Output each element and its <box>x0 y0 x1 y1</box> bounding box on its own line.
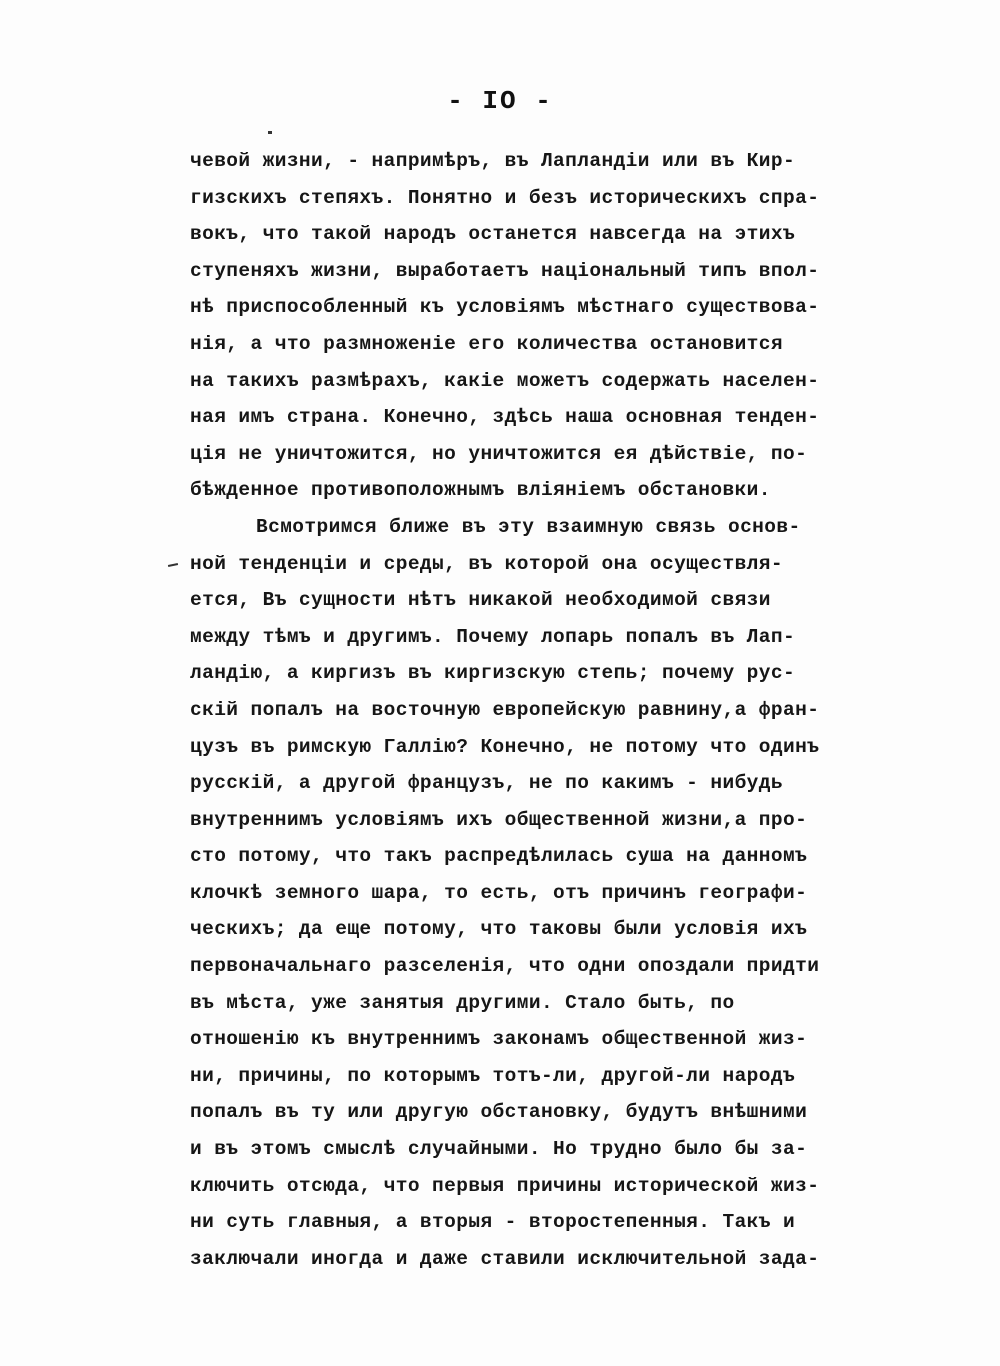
text-line: ческихъ; да еще потому, что таковы были условія ихъ <box>190 918 808 941</box>
text-line: ключить отсюда, что первыя причины исторической жиз- <box>190 1174 820 1197</box>
text-line: ется, Въ сущности нѣтъ никакой необходимой связи <box>190 589 771 612</box>
text-line: отношенію къ внутреннимъ законамъ общественной жиз- <box>190 1028 808 1051</box>
text-line: между тѣмъ и другимъ. Почему лопарь попалъ въ Лап- <box>190 625 796 648</box>
text-line: заключали иногда и даже ставили исключительной зада- <box>190 1247 820 1270</box>
paragraph-first-line: Всмотримся ближе въ эту взаимную связь основ- <box>256 515 801 538</box>
text-line: ни суть главныя, а вторыя - второстепенныя. Такъ и <box>190 1211 796 1234</box>
text-line: внутреннимъ условіямъ ихъ общественной жизни,а про- <box>190 808 808 831</box>
text-line: въ мѣста, уже занятыя другими. Стало быть, по <box>190 991 735 1014</box>
page-number: - IO - <box>447 86 553 116</box>
text-line: нія, а что размноженіе его количества остановится <box>190 332 783 355</box>
text-line: первоначальнаго разселенія, что одни опоздали придти <box>190 955 820 978</box>
text-line: вокъ, что такой народъ останется навсегда на этихъ <box>190 223 796 246</box>
ink-speck <box>268 131 272 134</box>
text-line: ступеняхъ жизни, выработаетъ національный типъ впол- <box>190 259 820 282</box>
text-line: сто потому, что такъ распредѣлилась суша на данномъ <box>190 845 808 868</box>
text-line: ція не уничтожится, но уничтожится ея дѣйствіе, по- <box>190 442 808 465</box>
text-line: ландію, а киргизъ въ киргизскую степь; почему рус- <box>190 662 796 685</box>
text-line: на такихъ размѣрахъ, какіе можетъ содержать населен- <box>190 369 820 392</box>
text-line: скій попалъ на восточную европейскую равнину,а фран- <box>190 698 820 721</box>
text-line: попалъ въ ту или другую обстановку, будутъ внѣшними <box>190 1101 808 1124</box>
text-line: и въ этомъ смыслѣ случайными. Но трудно было бы за- <box>190 1138 808 1161</box>
margin-mark <box>168 563 178 567</box>
text-line: русскій, а другой французъ, не по какимъ - нибудь <box>190 772 783 795</box>
text-line: чевой жизни, - напримѣръ, въ Лапландіи или въ Кир- <box>190 150 796 172</box>
text-line: ни, причины, по которымъ тотъ-ли, другой-ли народъ <box>190 1064 796 1087</box>
text-line: цузъ въ римскую Галлію? Конечно, не потому что одинъ <box>190 735 820 758</box>
text-line: нѣ приспособленный къ условіямъ мѣстнаго существова- <box>190 296 820 319</box>
text-line: клочкѣ земного шара, то есть, отъ причинъ географи- <box>190 881 808 904</box>
text-line: бѣжденное противоположнымъ вліяніемъ обстановки. <box>190 479 771 502</box>
text-line: ной тенденціи и среды, въ которой она осуществля- <box>190 552 783 575</box>
text-line: гизскихъ степяхъ. Понятно и безъ историческихъ спра- <box>190 186 820 209</box>
text-line: ная имъ страна. Конечно, здѣсь наша основная тенден- <box>190 406 820 429</box>
body-text <box>190 143 880 1277</box>
